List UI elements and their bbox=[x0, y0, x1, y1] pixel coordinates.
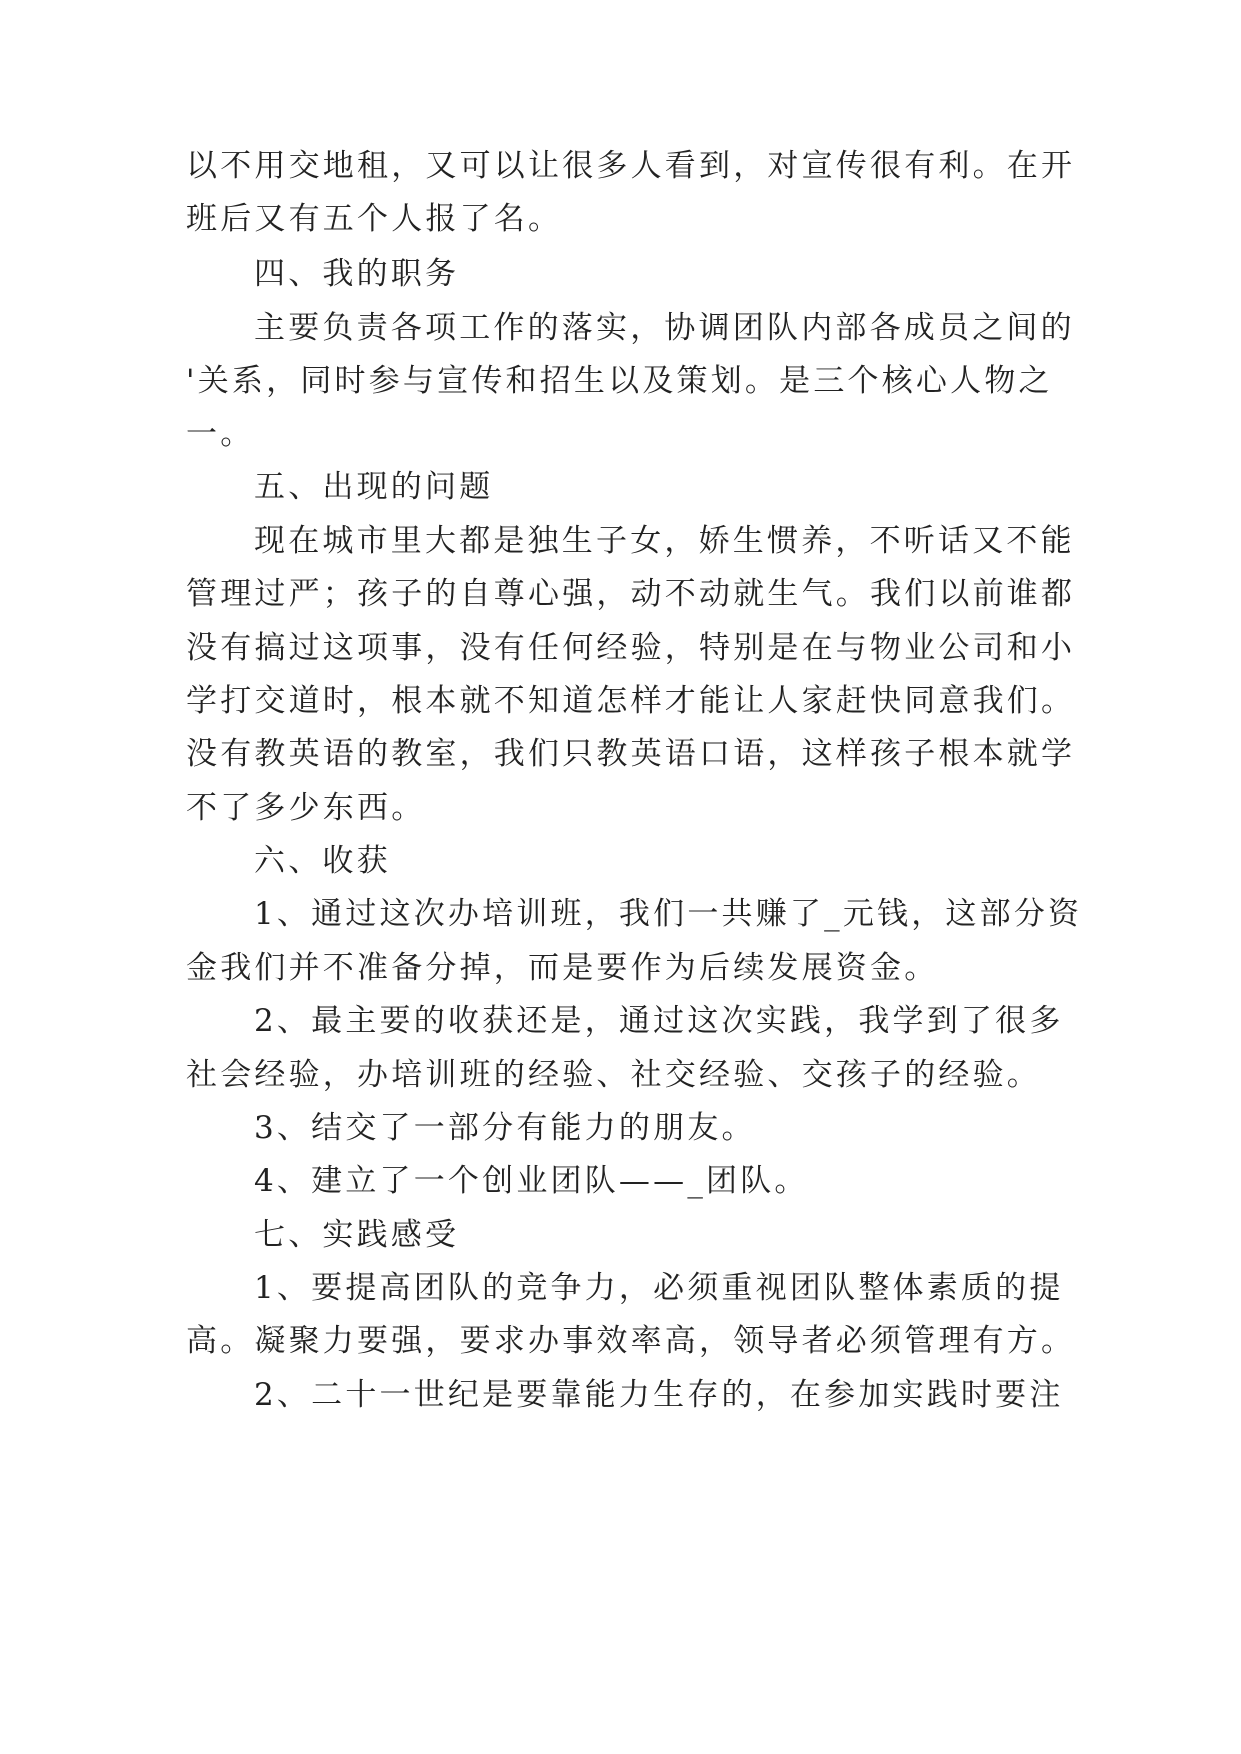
text-line: 没有教英语的教室，我们只教英语口语，这样孩子根本就学 bbox=[186, 736, 1076, 772]
section-heading: 六、收获 bbox=[254, 843, 391, 879]
paragraph-line: 3、结交了一部分有能力的朋友。 bbox=[254, 1110, 756, 1146]
text-line: 没有搞过这项事，没有任何经验，特别是在与物业公司和小 bbox=[186, 630, 1076, 666]
paragraph-line: 4、建立了一个创业团队——_团队。 bbox=[254, 1163, 809, 1199]
section-heading: 四、我的职务 bbox=[254, 256, 460, 292]
paragraph-line: 1、要提高团队的竞争力，必须重视团队整体素质的提 bbox=[254, 1270, 1064, 1306]
text-line: 一。 bbox=[186, 416, 255, 452]
section-heading: 五、出现的问题 bbox=[254, 469, 494, 505]
text-line: 金我们并不准备分掉，而是要作为后续发展资金。 bbox=[186, 950, 939, 986]
text-line: 不了多少东西。 bbox=[186, 790, 426, 826]
paragraph-line: 2、最主要的收获还是，通过这次实践，我学到了很多 bbox=[254, 1003, 1064, 1039]
text-line: 学打交道时，根本就不知道怎样才能让人家赶快同意我们。 bbox=[186, 683, 1076, 719]
text-line: 管理过严；孩子的自尊心强，动不动就生气。我们以前谁都 bbox=[186, 576, 1076, 612]
text-line: 高。凝聚力要强，要求办事效率高，领导者必须管理有方。 bbox=[186, 1323, 1076, 1359]
text-line: 以不用交地租，又可以让很多人看到，对宣传很有利。在开 bbox=[186, 148, 1076, 184]
section-heading: 七、实践感受 bbox=[254, 1217, 460, 1253]
paragraph-line: 1、通过这次办培训班，我们一共赚了_元钱，这部分资 bbox=[254, 896, 1083, 932]
paragraph-line: 现在城市里大都是独生子女，娇生惯养，不听话又不能 bbox=[254, 523, 1075, 559]
text-line: '关系，同时参与宣传和招生以及策划。是三个核心人物之 bbox=[186, 363, 1053, 399]
text-line: 班后又有五个人报了名。 bbox=[186, 201, 563, 237]
text-line: 社会经验，办培训班的经验、社交经验、交孩子的经验。 bbox=[186, 1057, 1041, 1093]
paragraph-line: 2、二十一世纪是要靠能力生存的，在参加实践时要注 bbox=[254, 1377, 1064, 1413]
paragraph-line: 主要负责各项工作的落实，协调团队内部各成员之间的 bbox=[254, 310, 1075, 346]
